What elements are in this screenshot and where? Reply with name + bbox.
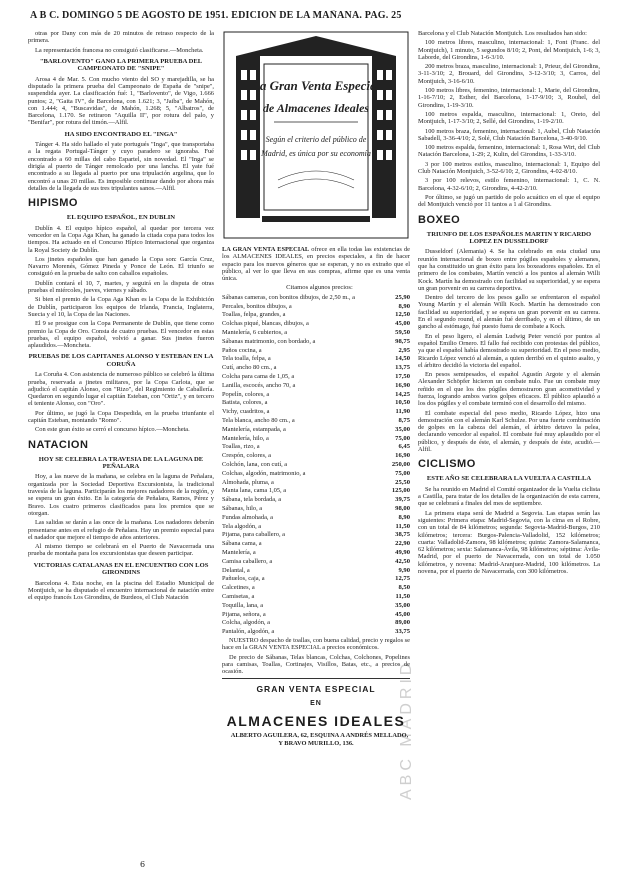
price-item-desc: Popelín, colores, a	[222, 390, 270, 398]
price-row	[222, 391, 410, 398]
column-left	[28, 30, 214, 875]
price-item-desc: Sábana cama, a	[222, 540, 262, 548]
price-item-value: 33,75	[395, 628, 410, 636]
price-row	[222, 443, 410, 450]
ad-footer-note: De precio de Sábanas, Telas blancas, Colchas, Colchones, Popelines para camisas, Toallas, Cortinajes, Visillos, Batas, etc., a precios de ocasión.	[222, 653, 410, 676]
paragraph: El combate especial del peso medio, Ricardo López, hizo una demostración con el alemán Karl Schulze. Por una fuerte combinación de golpes en la cabeza del alemán, el árbitro detuvo la pelea, declarando vencedor al español. El combate fué muy aplaudido por el público, y después de éste, el alemán, y después de éste, acudió.—Alfil.	[418, 409, 600, 454]
price-row	[222, 435, 410, 442]
price-row	[222, 329, 410, 336]
price-item-value: 8,75	[398, 417, 410, 425]
price-item-desc: Camisa caballero, a	[222, 557, 273, 565]
price-row	[222, 417, 410, 424]
paragraph: Por último, se jugó un partido de polo acuático en el que el equipo del Montjuich venció por 11 tantos a 1 al Girondins.	[418, 193, 600, 209]
ad-store-name: ALMACENES IDEALES	[226, 713, 406, 730]
price-item-value: 16,90	[395, 452, 410, 460]
price-item-value: 10,50	[395, 399, 410, 407]
price-item-value: 25,90	[395, 293, 410, 301]
price-item-desc: Colchas, algodón, matrimonio, a	[222, 469, 306, 477]
price-row	[222, 364, 410, 371]
paragraph: 100 metros libres, femenino, internacional: 1, Marie, del Girondins, 1-16-7/10; 2, Esther, del Barcelona, 1-17-9/10; 3, Rouhel, del Girondins, 1-19-3/10.	[418, 87, 600, 109]
price-item-desc: Manta lana, cama 1,05, a	[222, 487, 287, 495]
price-item-desc: Sábanas matrimonio, con bordado, a	[222, 337, 316, 345]
ad-banner: GRAN VENTA ESPECIAL	[256, 684, 376, 695]
price-item-desc: Mantelería, a	[222, 549, 256, 556]
price-row	[222, 505, 410, 512]
price-row	[222, 294, 410, 301]
price-item-value: 250,00	[391, 461, 410, 469]
price-row	[222, 373, 410, 380]
paragraph: La primera etapa será de Madrid a Segovia. Las etapas serán las siguientes: Primera etapa: Madrid-Segovia, con la cima en el Robre, con un total de 84 kilómetros; segunda: Segovia-Madrid-Burgos, 210 kilómetros; tercera: Burgos-Palencia-Valladolid, 152 kilómetros; cuarta: Valladolid-Zamora, 98 kilómetros; quinta: Zamora-Salamanca, 62 kilómetros; sexta: Salamanca-Ávila, 98 kilómetros; séptima: Ávila-Madrid, por el puerto de Navacerrada, con un total de 1.050 kilómetros, y novena: Madrid-Aranjuez-Madrid, 100 kilómetros. La novena, por el puerto de Navacerrada, con 300 kilómetros.	[418, 509, 600, 576]
price-row	[222, 303, 410, 310]
price-item-value: 39,75	[395, 496, 410, 504]
section-title: NATACION	[28, 438, 89, 451]
ad-intro-text: ofrece en ella todas las existencias de los ALMACENES IDEALES, en precios especiales, a fin de hacer espacio para los nuevos géneros que se esperan, y no es extraño que el público, al ver lo que lleva en sus compras, afirme que es una venta única.	[222, 246, 410, 283]
price-row	[222, 567, 410, 574]
price-row	[222, 549, 410, 556]
price-item-desc: Crespón, colores, a	[222, 452, 271, 460]
price-item-value: 13,75	[395, 364, 410, 372]
price-row	[222, 593, 410, 600]
headline: HOY SE CELEBRA LA TRAVESIA DE LA LAGUNA DE PEÑALARA	[38, 455, 204, 471]
price-item-desc: Colcha para cama de 1,05, a	[222, 373, 295, 381]
price-row	[222, 531, 410, 538]
price-item-value: 16,90	[395, 381, 410, 389]
price-item-desc: Lanilla, escocés, ancho 70, a	[222, 381, 296, 389]
paragraph: Barcelona 4. Esta noche, en la piscina del Estadio Municipal de Montjuich, se ha disputado el encuentro internacional de natación entre el equipo francés Los Girondins, de Burdeos, el Club Natación	[28, 579, 214, 602]
price-item-value: 45,00	[395, 320, 410, 328]
price-row	[222, 514, 410, 521]
paragraph: Dentro del tercero de los pesos gallo se enfrentaron el español Young Martín y el alemán Willi Koch. Martín ha demostrado con facilidad su superioridad, y se espera un gran porvenir en su carrera. En el segundo round, el alemán fué derribado, y en el último, de un gancho al estómago, fué puesto fuera de combate a Koch.	[418, 294, 600, 331]
price-item-desc: Calcetines, a	[222, 584, 255, 592]
ad-banner: EN	[310, 700, 322, 708]
price-item-value: 98,00	[395, 505, 410, 513]
page-header: A B C. DOMINGO 5 DE AGOSTO DE 1951. EDICION DE LA MAÑANA. PAG. 25	[30, 10, 402, 21]
price-item-value: 35,00	[395, 601, 410, 609]
price-row	[222, 461, 410, 468]
price-row	[222, 311, 410, 318]
paragraph: 3 por 100 relevos, estilo femenino, internacional: 1, C. N. Barcelona, 4-32-6/10; 2, Girondins, 4-42-2/10.	[418, 177, 600, 192]
advertisement	[222, 30, 410, 875]
price-item-desc: Batista, colores, a	[222, 399, 268, 407]
price-row	[222, 523, 410, 530]
price-item-desc: Tela algodón, a	[222, 522, 262, 530]
paragraph: En el peso ligero, el alemán Ludwig Peter venció por puntos al español Emilio Ornero. El fallo fué recibido con protestas del público, ya que el español había demostrado su superioridad. En el peso medio, Ricardo López venció al alemán, a quien derribó en el quinto asalto, y el árbitro decidió la victoria del español.	[418, 332, 600, 369]
paragraph: Si bien el premio de la Copa Aga Khan es la Copa de la Exhibición de Dublín, participaron los equipos de Irlanda, Francia, Inglaterra, Suecia y el 10, la Copa de las Naciones.	[28, 296, 214, 318]
watermark: ABC MADRID	[398, 659, 415, 800]
price-row	[222, 584, 410, 591]
paragraph: Dusseldorf (Alemania) 4. Se ha celebrado en esta ciudad una reunión internacional de boxeo entre púgiles españoles y alemanes, que ha constituido un gran éxito para los boxeadores españoles. En el primero de los combates, Martín venció a los puntos al alemán Willi Kock. Martín ha demostrado con facilidad su superioridad, y se espera un gran porvenir en su carrera deportiva.	[418, 248, 600, 292]
price-item-desc: Camisetas, a	[222, 592, 255, 600]
price-row	[222, 619, 410, 626]
ad-tagline: Según el criterio del público de	[265, 135, 367, 144]
price-item-value: 98,75	[395, 337, 410, 345]
price-item-value: 12,50	[395, 311, 410, 319]
price-item-desc: Mantelería, estampada, a	[222, 425, 286, 433]
price-item-desc: Sábanas cameras, con bonitos dibujos, de 2,50 m., a	[222, 293, 355, 301]
section-title: BOXEO	[418, 213, 461, 226]
price-item-value: 8,90	[398, 302, 410, 310]
paragraph: Se ha reunido en Madrid el Comité organizador de la Vuelta ciclista a Castilla, para tratar de los detalles de la organización de esta carrera, que se celebrará a finales del mes de septiembre.	[418, 485, 600, 508]
price-item-desc: Toquilla, lana, a	[222, 601, 264, 609]
paragraph: Con este gran éxito se cerró el concurso hípico.—Moncheta.	[35, 426, 190, 434]
price-item-value: 17,50	[395, 373, 410, 381]
price-item-value: 14,25	[395, 390, 410, 398]
price-row	[222, 496, 410, 503]
price-item-desc: Colchas piqué, blancas, dibujos, a	[222, 320, 309, 328]
price-item-desc: Pantalón, algodón, a	[222, 628, 275, 636]
price-item-desc: Pijama, señora, a	[222, 610, 266, 618]
price-item-desc: Tela toalla, felpa, a	[222, 355, 271, 363]
paragraph: Dublín 4. El equipo hípico español, al quedar por tercera vez vencedor en la Copa Aga Khan, ha ganado la citada copa para todos los tiempos. Ha actuado en el Concurso Hípico Internacional que organiza la Royal Society de Dublín.	[28, 224, 214, 254]
paragraph: Hoy, a las nueve de la mañana, se celebra en la laguna de Peñalara, organizada por la Sociedad Deportiva Excursionista, la tradicional travesía de la laguna. Participarán los mejores nadadores de la región, y se espera un gran éxito. En la categoría de Peñalara, Ramos, Pérez y Bravo. Los cuatro primeros clasificados para los premios que se otorgan.	[28, 473, 214, 517]
price-item-value: 11,50	[395, 592, 410, 600]
column-right	[418, 30, 600, 875]
paragraph: Dublín contará el 10, 7, martes, y seguirá en la disputa de otras pruebas el miércoles, jueves, viernes y sábado.	[28, 279, 214, 295]
ad-footer-note: NUESTRO despacho de toallas, con buena calidad, precio y regalos se hace en la GRAN VENTA ESPECIAL a precios económicos.	[222, 636, 410, 652]
headline: "BARLOVENTO" GANO LA PRIMERA PRUEBA DEL CAMPEONATO DE "SNIPE"	[39, 57, 203, 73]
paragraph: 100 metros espalda, femenino, internacional: 1, Rosa Wirt, del Club Natación Barcelona, 1-29; 2, Kulin, del Girondins, 1-33-3/10.	[418, 144, 600, 159]
ad-headline: La Gran Venta Especial	[251, 78, 381, 93]
price-item-value: 38,75	[395, 531, 410, 539]
divider	[222, 678, 410, 679]
price-item-value: 11,90	[395, 408, 410, 416]
headline: TRIUNFO DE LOS ESPAÑOLES MARTIN Y RICARDO LOPEZ EN DUSSELDORF	[426, 230, 592, 245]
price-row	[222, 575, 410, 582]
price-item-desc: Cutí, ancho 80 cm., a	[222, 364, 277, 372]
paragraph: Los jinetes españoles que han ganado la Copa son: García Cruz, Navarro Morenés, Gómez Pineda y Ponce de León. El triunfo se consiguió en la prueba de salto con caballos españoles.	[28, 255, 214, 278]
price-item-value: 75,00	[395, 434, 410, 442]
price-row	[222, 540, 410, 547]
price-item-value: 89,00	[395, 619, 410, 627]
price-item-desc: Sábana, tela bordada, a	[222, 496, 282, 504]
ad-illustration	[222, 30, 410, 240]
paragraph: 100 metros espalda, masculino, internacional: 1, Oreto, del Montjuich, 1-17-3/10; 2, Sellé, del Girondins, 1-19-2/10.	[418, 110, 600, 126]
ad-subheadline: de Almacenes Ideales	[262, 101, 370, 115]
price-row	[222, 611, 410, 618]
price-item-desc: Mantelería, hilo, a	[222, 434, 269, 442]
paragraph: Barcelona y el Club Natación Montjuich. Los resultados han sido:	[418, 30, 587, 37]
price-item-value: 125,00	[391, 487, 410, 495]
price-item-desc: Pañuelos, caja, a	[222, 575, 265, 583]
price-row	[222, 628, 410, 635]
price-item-desc: Toallas, rizo, a	[222, 443, 260, 451]
price-row	[222, 452, 410, 459]
price-item-desc: Colchón, lana, con cutí, a	[222, 461, 288, 469]
price-item-value: 8,90	[398, 513, 410, 521]
price-item-desc: Vichy, cuadritos, a	[222, 408, 270, 416]
headline: EL EQUIPO ESPAÑOL, EN DUBLIN	[66, 214, 176, 222]
price-row	[222, 487, 410, 494]
price-item-value: 14,50	[395, 355, 410, 363]
price-row	[222, 470, 410, 477]
price-item-value: 6,45	[398, 443, 410, 451]
price-row	[222, 320, 410, 327]
ad-intro-title: LA GRAN VENTA ESPECIAL	[222, 246, 310, 253]
paragraph: 3 por 100 metros estilos, masculino, internacional: 1, Equipo del Club Natación Montjuich, 3-52-6/10; 2, Girondins, 4-02-8/10.	[418, 160, 600, 176]
price-item-desc: Toallas, felpa, grandes, a	[222, 311, 286, 319]
paragraph: Tánger 4. Ha sido hallado el yate portugués "Inga", que transportaba a la regata Portugal-Tánger y cuyo paradero se ignoraba. Fué encontrado a 60 millas del cabo Espartel, sin novedad. El "Inga" se dirigía al puerto de Tánger remolcado por una lancha. El yate fué encontrado a su llegada al puerto por una tripulación argelina, que lo encontró a unas 20 millas. Es imposible continuar dando por ahora más detalles de la llegada de sus tres tripulantes sanos.—Alfil.	[28, 141, 214, 192]
price-item-desc: Pijama, para caballero, a	[222, 531, 285, 539]
price-item-value: 25,50	[395, 478, 410, 486]
price-item-desc: Colcha, algodón, a	[222, 619, 270, 627]
paragraph: otras por Dany con más de 20 minutos de retraso respecto de la primera.	[28, 30, 214, 45]
price-item-value: 35,00	[395, 425, 410, 433]
paragraph: Las salidas se darán a las once de la mañana. Los nadadores deberán presentarse antes en el refugio de Peñalara. Hay un premio especial para el nadador que mejore el tiempo de años anteriores.	[28, 519, 214, 541]
price-item-value: 42,50	[395, 557, 410, 565]
price-row	[222, 399, 410, 406]
paragraph: 100 metros libres, masculino, internacional: 1, Font (Franc. del Montjuich), 1 minuto, 5 segundos 8/10; 2, Pont, del Montjuich, 1-6; 3, Laborde, del Girondins, 1-6-3/10.	[418, 39, 600, 61]
price-list	[222, 294, 410, 636]
ad-artwork	[222, 30, 410, 240]
paragraph: En pesos semipesados, el español Agustín Argote y el alemán Alexander Schöpfer hicieron un combate nulo. Fue un combate muy reñido en el que los dos púgiles demostraron gran acometividad y fuerza, logrando ambos varios golpes eficaces. El público aplaudió a los dos púgiles y el combate terminó con el desarrollo del mismo.	[418, 371, 600, 408]
headline: ESTE AÑO SE CELEBRARA LA VUELTA A CASTILLA	[426, 475, 592, 483]
price-item-value: 22,90	[395, 540, 410, 548]
headline: VICTORIAS CATALANAS EN EL ENCUENTRO CON LOS GIRONDINS	[33, 561, 209, 577]
price-row	[222, 355, 410, 362]
section-title: HIPISMO	[28, 197, 78, 210]
paragraph: La Coruña 4. Con asistencia de numeroso público se celebró la última prueba, reservada a jinetes militares, por la Copa Carlota, que se adjudicó el capitán Alonso, con "Rizo", del Regimiento de Caballería. Quedaron en segundo lugar el capitán Esteban, con "Ortiz", y en tercero el teniente Alonso, con "Oro".	[28, 371, 214, 408]
paragraph: Por último, se jugó la Copa Despedida, en la prueba triunfante el capitán Esteban, montando "Romo".	[28, 409, 214, 425]
ad-tagline: Madrid, es única por su economía	[261, 149, 371, 158]
price-row	[222, 408, 410, 415]
price-item-desc: Percales, bonitos dibujos, a	[222, 302, 292, 310]
paragraph: 100 metros braza, femenino, internacional: 1, Aubel, Club Natación Sabadell, 3-36-4/10; 2, Solé, Club Natación Barcelona, 3-40-9/10.	[418, 127, 600, 142]
paragraph: Al mismo tiempo se celebrará en el Puerto de Navacerrada una prueba de montaña para los excursionistas que deseen participar.	[28, 543, 214, 558]
price-row	[222, 602, 410, 609]
price-item-value: 59,50	[395, 329, 410, 337]
headline: HA SIDO ENCONTRADO EL "INGA"	[64, 130, 178, 138]
price-item-value: 12,75	[395, 575, 410, 583]
price-row	[222, 426, 410, 433]
price-item-desc: Almohada, pluma, a	[222, 478, 274, 486]
price-item-desc: Sábanas, hilo, a	[222, 505, 263, 513]
price-item-value: 2,95	[398, 346, 410, 354]
price-item-desc: Paños cocina, a	[222, 346, 262, 354]
price-row	[222, 382, 410, 389]
paragraph: La representación francesa no consiguió clasificarse.—Moncheta.	[35, 46, 204, 54]
price-item-value: 8,50	[398, 584, 410, 592]
price-item-value: 75,00	[395, 469, 410, 477]
paragraph: Arosa 4 de Mar. 5. Con mucho viento del SO y marejadilla, se ha disputado la primera prueba del Campeonato de España de "snipe", suspendida ayer. La clasificación fué: 1, "Barlovento", de Vigo, 1.666 puntos; 2, "Gaita IV", de Barcelona, con 1.621; 3, "Jaiba", de Mahón, con 1.444; 4, "Buscavidas", de Mahón, 1.268; 5, "Albatros", de Barcelona, 1.170. Se retiraron "Aquilla II", por rotura del palo, y "Benifar", por rotura del timón.—Alfil.	[28, 75, 214, 127]
paragraph: El 9 se prosigue con la Copa Permanente de Dublín, que tiene como premio la Copa de Oro. Consta de cuatro pruebas. El vencedor en estas pruebas, el equipo español, volvió a ganar. Sus jinetes fueron aplaudidos.—Moncheta.	[28, 320, 214, 350]
page-number: 6	[140, 860, 146, 869]
price-item-value: 11,50	[395, 522, 410, 530]
price-item-desc: Fundas almohada, a	[222, 513, 273, 521]
price-item-desc: Tela blanca, ancho 80 cm., a	[222, 417, 295, 425]
price-item-value: 49,90	[395, 549, 410, 556]
ad-address: ALBERTO AGUILERA, 62, ESQUINA A ANDRÉS MELLADO, Y BRAVO MURILLO, 136.	[230, 732, 409, 747]
price-item-desc: Delantal, a	[222, 566, 250, 574]
price-item-value: 9,90	[398, 566, 410, 574]
paragraph: 200 metros braza, masculino, internacional: 1, Prieur, del Girondins, 3-11-3/10; 2, Brouard, del Girondins, 3-12-3/10; 3, Carros, del Montjuich, 3-16-6/10.	[418, 63, 600, 85]
price-row	[222, 347, 410, 354]
ad-intro	[222, 246, 410, 282]
price-item-value: 45,00	[395, 610, 410, 618]
price-item-desc: Mantelería, 6 cubiertos, a	[222, 329, 288, 337]
price-row	[222, 479, 410, 486]
price-row	[222, 338, 410, 345]
price-list-intro: Citamos algunos precios:	[286, 284, 353, 292]
headline: PRUEBAS DE LOS CAPITANES ALONSO Y ESTEBAN EN LA CORUÑA	[28, 353, 214, 368]
section-title: CICLISMO	[418, 458, 476, 471]
price-row	[222, 558, 410, 565]
